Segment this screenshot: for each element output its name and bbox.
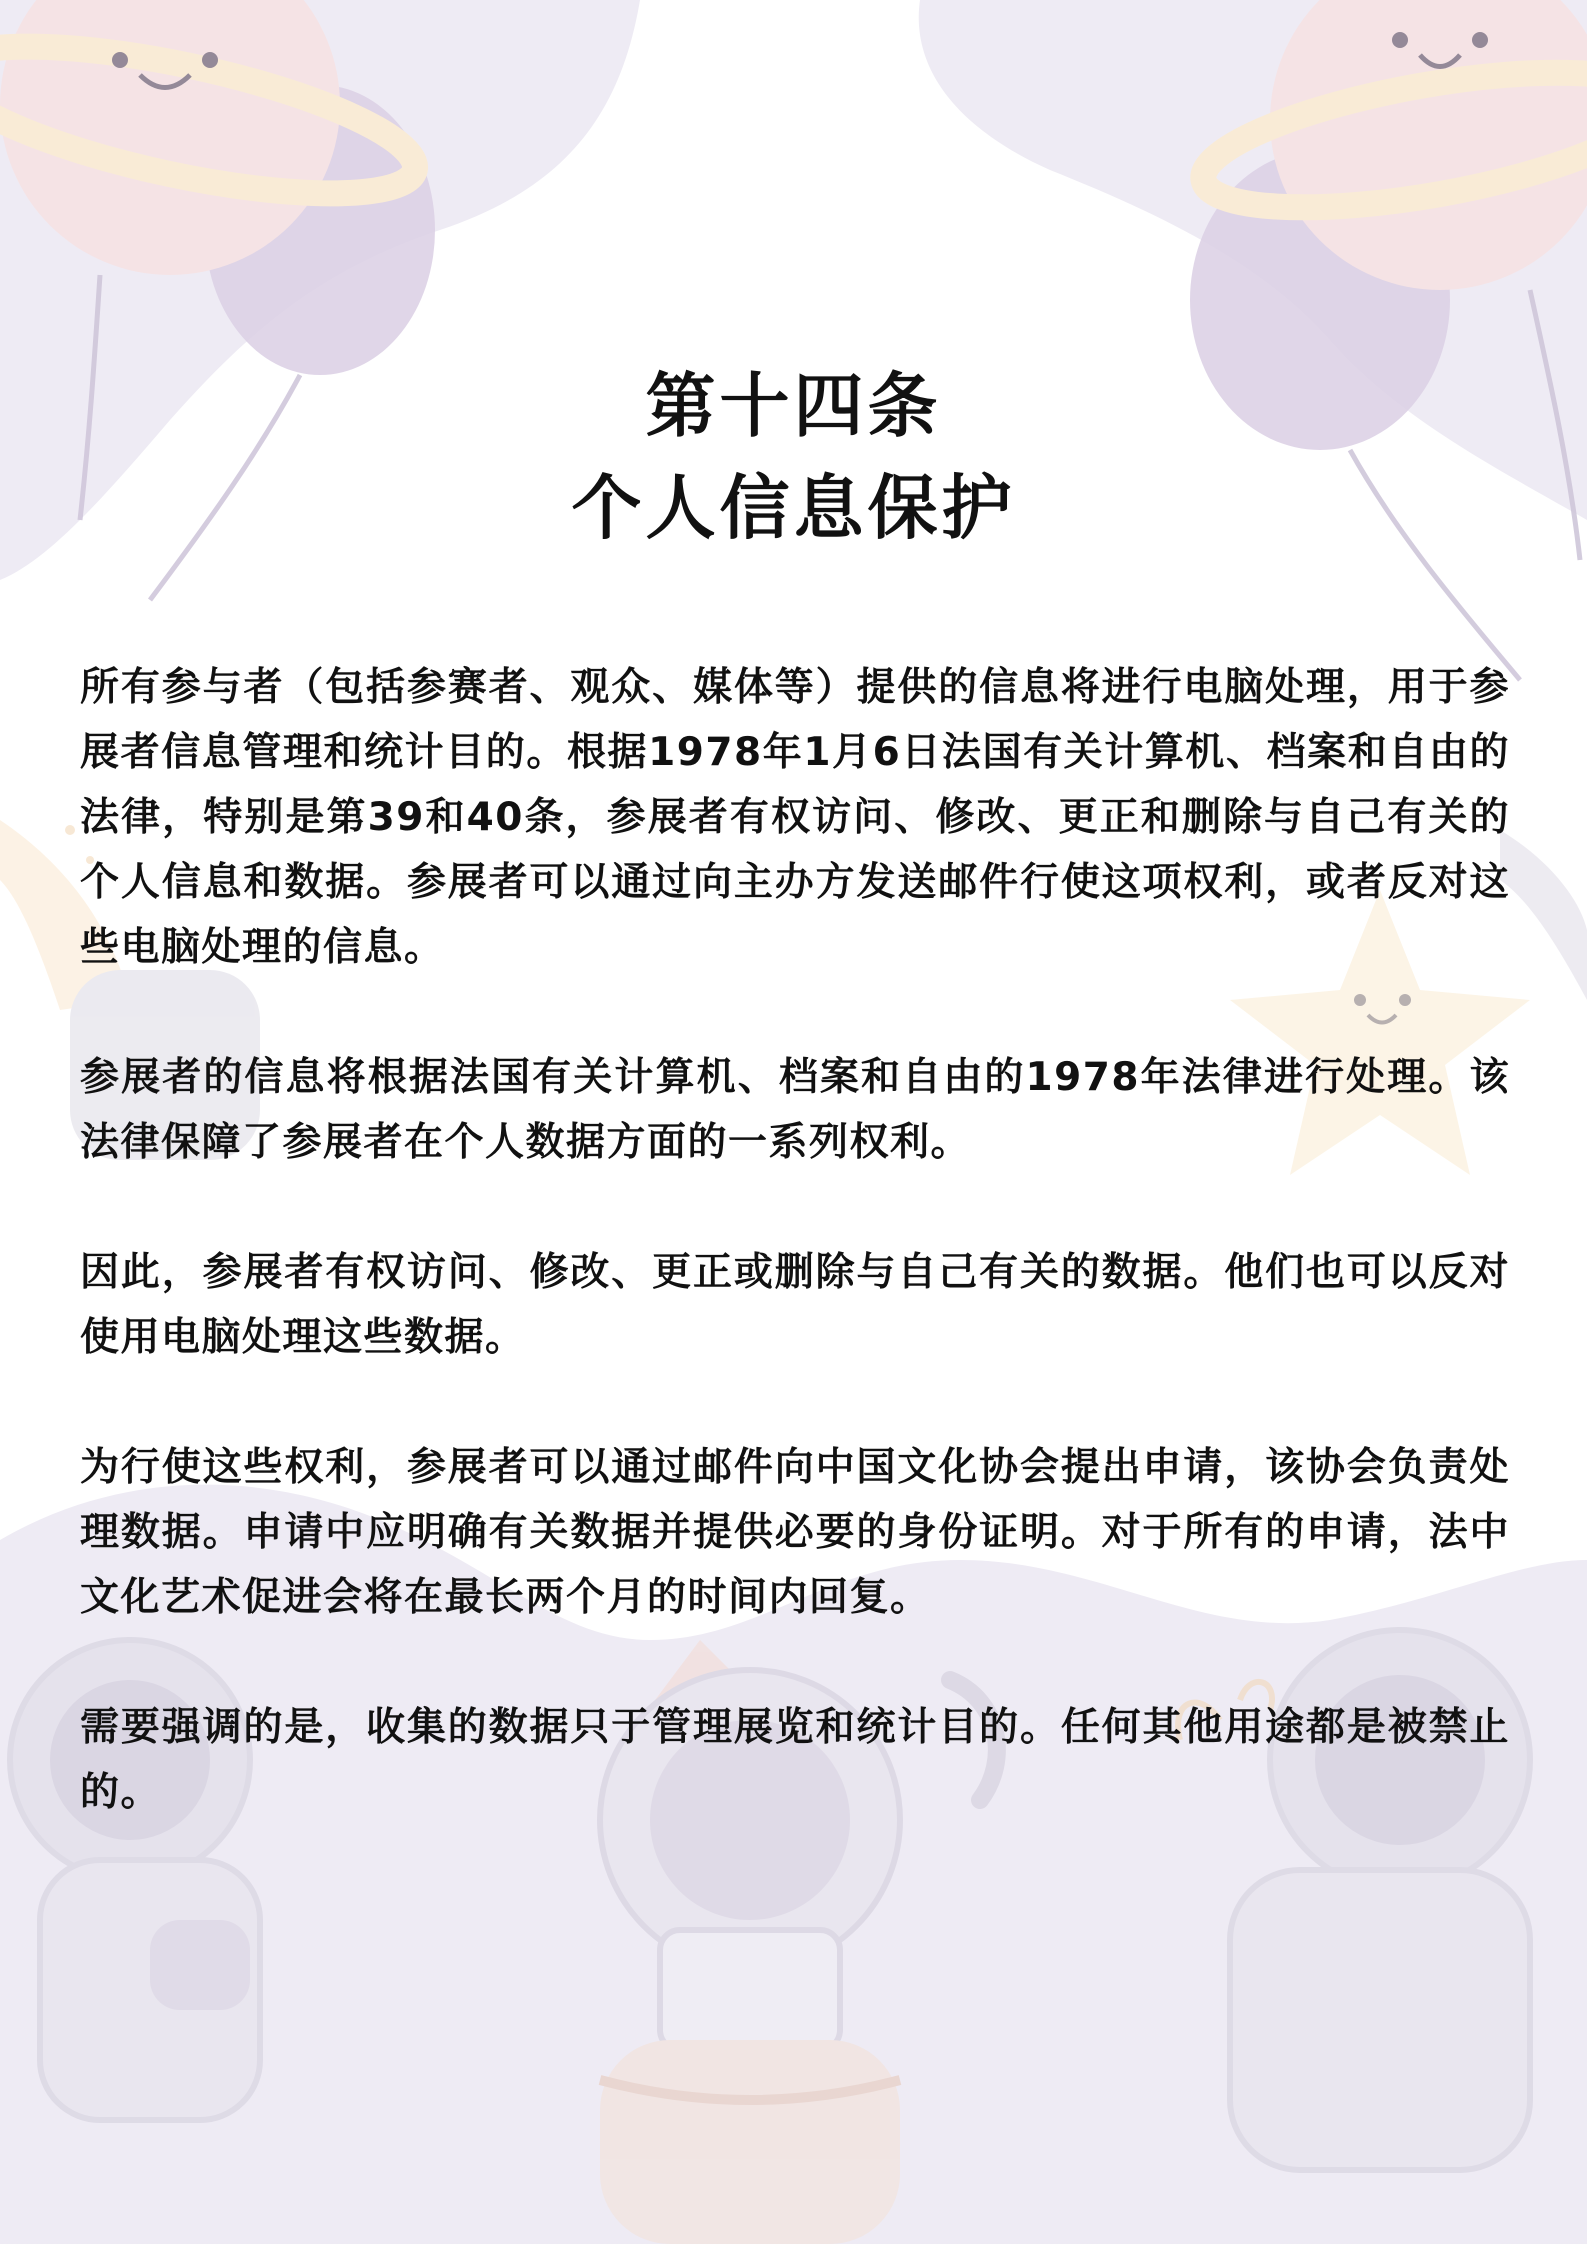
paragraph-5: 需要强调的是，收集的数据只于管理展览和统计目的。任何其他用途都是被禁止的。 (80, 1705, 1510, 1815)
paragraph-2: 参展者的信息将根据法国有关计算机、档案和自由的1978年法律进行处理。该法律保障了参展者在个人数据方面的一系列权利。 (80, 1055, 1510, 1165)
paragraph-3: 因此，参展者有权访问、修改、更正或删除与自己有关的数据。他们也可以反对使用电脑处理这些数据。 (80, 1250, 1510, 1360)
paragraph-1: 所有参与者（包括参赛者、观众、媒体等）提供的信息将进行电脑处理，用于参展者信息管理和统计目的。根据1978年1月6日法国有关计算机、档案和自由的法律，特别是第39和40条，参展者有权访问、修改、更正和删除与自己有关的个人信息和数据。参展者可以通过向主办方发送邮件行使这项权利，或者反对这些电脑处理的信息。 (80, 665, 1510, 970)
article-body (80, 655, 1510, 1890)
article-heading: 个人信息保护 (571, 466, 1016, 549)
article-title (0, 355, 1587, 559)
paragraph-4: 为行使这些权利，参展者可以通过邮件向中国文化协会提出申请，该协会负责处理数据。申请中应明确有关数据并提供必要的身份证明。对于所有的申请，法中文化艺术促进会将在最长两个月的时间内回复。 (80, 1445, 1510, 1620)
article-number: 第十四条 (645, 364, 942, 447)
